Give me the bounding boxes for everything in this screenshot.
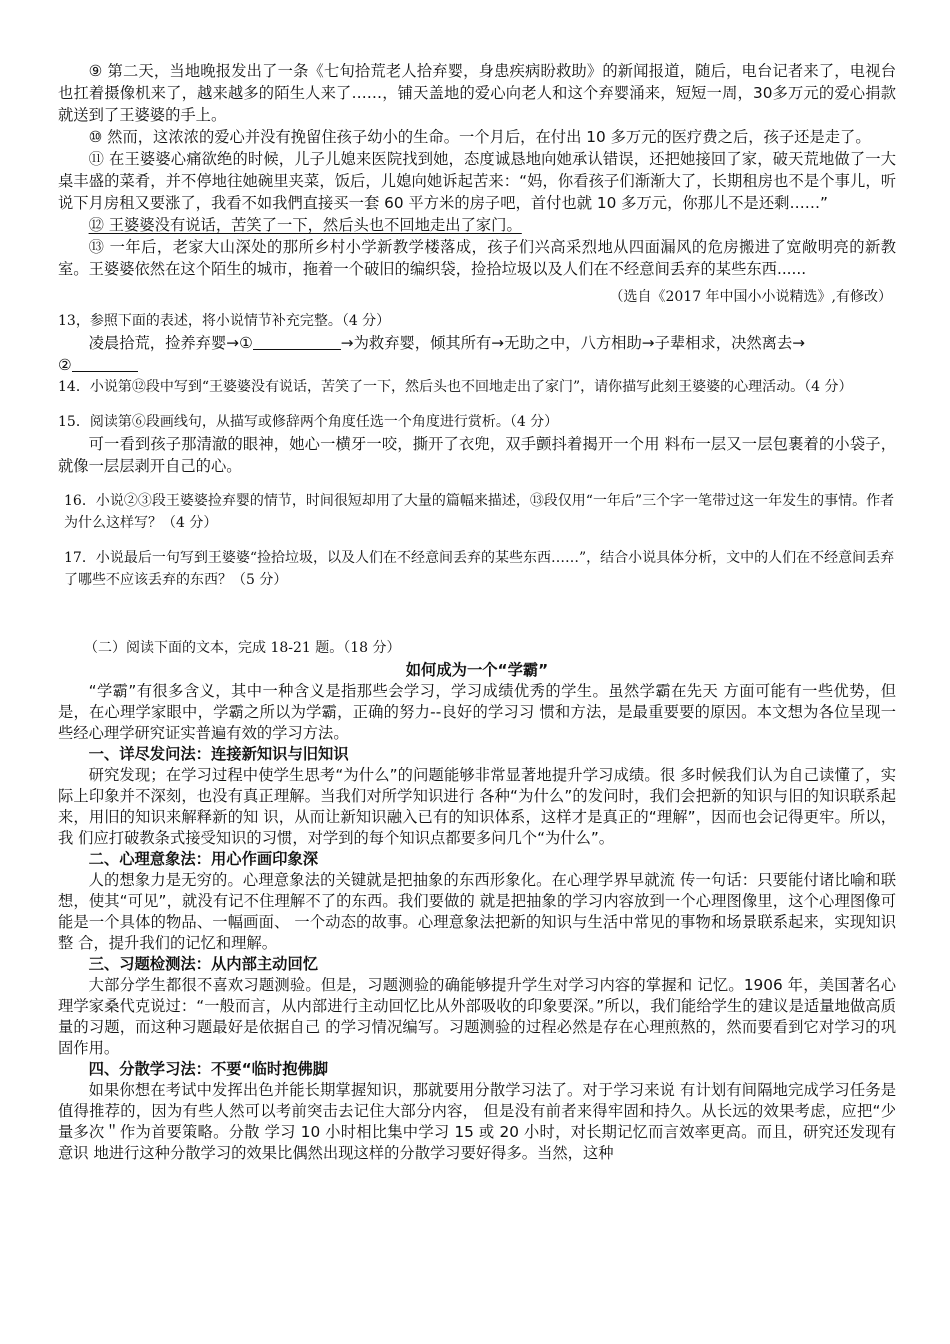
article-body	[58, 681, 896, 1164]
article-paragraph-1: “学霸”有很多含义，其中一种含义是指那些会学习，学习成绩优秀的学生。虽然学霸在先天 方面可能有一些优势，但是，在心理学家眼中，学霸之所以为学霸，正确的努力--良好的学习习 惯和方法，是最重要要的原因。本文想为各位呈现一些经心理学研究证实普遍有效的学习方法。	[58, 682, 896, 742]
question-13-plot-line	[58, 332, 896, 354]
article-heading-4: 四、分散学习法：不要“临时抱佛脚	[88, 1060, 329, 1078]
article-paragraph-2: 研究发现；在学习过程中使学生思考“为什么”的问题能够非常显著地提升学习成绩。很 多时候我们认为自己读懂了，实际上印象并不深刻，也没有真正理解。当我们对所学知识进行 各种“为什么”的发问时，我们会把新的知识与旧的知识联系起来，用旧的知识来解释新的知 识，从而让新知识融入已有的知识体系，这样才是真正的“理解”，因而也会记得更牢。所以，我 们应打破教条式接受知识的习惯，对学到的每个知识点都要多问几个“为什么”。	[58, 766, 896, 847]
question-15-quote: 可一看到孩子那清澈的眼神，她心一横牙一咬，撕开了衣兜，双手颤抖着揭开一个用 料布一层又一层包裹着的小袋子，就像一层层剥开自己的心。	[58, 435, 896, 475]
article-paragraph-3: 人的想象力是无穷的。心理意象法的关键就是把抽象的东西形象化。在心理学界早就流 传一句话：只要能付诸比喻和联想，使其“可见”，就没有记不住理解不了的东西。我们要做的 就是把抽象的学习内容放到一个心理图像里，这个心理图像可能是一个具体的物品、一幅画面、 一个动态的故事。心理意象法把新的知识与生活中常见的事物和场景联系起来，实现知识整 合，提升我们的记忆和理解。	[58, 871, 896, 952]
article-heading-3: 三、习题检测法：从内部主动回忆	[88, 955, 319, 973]
story-paragraph-12	[58, 214, 896, 236]
section-2-intro: （二）阅读下面的文本，完成 18-21 题。（18 分）	[84, 640, 401, 656]
plot-line-middle: →为救弃婴，倾其所有→无助之中，八方相助→子辈相求，决然离去→	[340, 334, 806, 352]
article-heading-1: 一、详尽发问法：连接新知识与旧知识	[88, 745, 349, 763]
question-14: 14．小说第⑫段中写到“王婆婆没有说话，苦笑了一下，然后头也不回地走出了家门”，请你描写此刻王婆婆的心理活动。（4 分）	[58, 379, 853, 395]
question-17: 17．小说最后一句写到王婆婆“捡拾垃圾，以及人们在不经意间丢弃的某些东西……”，结合小说具体分析，文中的人们在不经意间丢弃了哪些不应该丢弃的东西？（5 分）	[64, 550, 895, 588]
plot-line-start: 凌晨拾荒，捡养弃婴→①	[88, 334, 253, 352]
question-13: 13，参照下面的表述，将小说情节补充完整。（4 分）	[58, 313, 391, 329]
story-paragraph-13: ⑬ 一年后，老家大山深处的那所乡村小学新教学楼落成，孩子们兴高采烈地从四面漏风的危房搬进了宽敞明亮的新教室。王婆婆依然在这个陌生的城市，拖着一个破旧的编织袋，捡拾垃圾以及人们在不经意间丢弃的某些东西......	[58, 238, 896, 278]
article-heading-2: 二、心理意象法：用心作画印象深	[88, 850, 319, 868]
story-paragraph-10: ⑩ 然而，这浓浓的爱心并没有挽留住孩子幼小的生命。一个月后，在付出 10 多万元的医疗费之后，孩子还是走了。	[88, 128, 871, 146]
underlined-sentence: ⑫ 王婆婆没有说话，苦笑了一下，然后头也不回地走出了家门。	[88, 216, 522, 234]
answer-blank-1[interactable]	[253, 333, 341, 350]
story-paragraph-9: ⑨ 第二天，当地晚报发出了一条《七旬拾荒老人拾弃婴，身患疾病盼救助》的新闻报道，随后，电台记者来了，电视台也扛着摄像机来了，越来越多的陌生人来了……，铺天盖地的爱心向老人和这个弃婴涌来，短短一周，30多万元的爱心捐款就送到了王婆婆的手上。	[58, 62, 896, 124]
article-paragraph-4: 大部分学生都很不喜欢习题测验。但是，习题测验的确能够提升学生对学习内容的掌握和 记忆。1906 年，美国著名心理学家桑代克说过：“一般而言，从内部进行主动回忆比从外部吸收的印象要深。”所以，我们能给学生的建议是适量地做高质量的习题，而这种习题最好是依据自己 的学习情况编写。习题测验的过程必然是存在心理煎熬的，然而要看到它对学习的巩固作用。	[58, 976, 896, 1057]
plot-line-end: ②	[58, 356, 72, 374]
exam-page	[58, 60, 896, 1164]
answer-blank-2[interactable]	[72, 355, 138, 372]
article-title: 如何成为一个“学霸”	[405, 661, 549, 679]
article-paragraph-5: 如果你想在考试中发挥出色并能长期掌握知识，那就要用分散学习法了。对于学习来说 有计划有间隔地完成学习任务是值得推荐的，因为有些人然可以考前突击去记住大部分内容， 但是没有前者来得牢固和持久。从长远的效果考虑，应把“少量多次＂作为首要策略。分散 学习 10 小时相比集中学习 15 或 20 小时，对长期记忆而言效率更高。而且，研究还发现有意识 地进行这种分散学习的效果比偶然出现这样的分散学习要好得多。当然，这种	[58, 1081, 896, 1162]
story-paragraph-11: ⑪ 在王婆婆心痛欲绝的时候，儿子儿媳来医院找到她，态度诚恳地向她承认错误，还把她接回了家，破天荒地做了一大桌丰盛的菜肴，并不停地往她碗里夹菜，饭后，儿媳向她诉起苦来：“妈，你看孩子们渐渐大了，长期租房也不是个事儿，听说下月房租又要涨了，我看不如我們直接买一套 60 平方米的房子吧，首付也就 10 多万元，你那儿不是还剩……”	[58, 150, 896, 212]
question-13-plot-line-end	[58, 354, 896, 376]
question-16: 16．小说②③段王婆婆捡弃婴的情节，时间很短却用了大量的篇幅来描述，⑬段仅用“一年后”三个字一笔带过这一年发生的事情。作者为什么这样写？（4 分）	[64, 493, 895, 531]
story-source: （选自《2017 年中国小小说精选》,有修改）	[609, 289, 892, 305]
question-15: 15．阅读第⑥段画线句，从描写或修辞两个角度任选一个角度进行赏析。（4 分）	[58, 414, 559, 430]
